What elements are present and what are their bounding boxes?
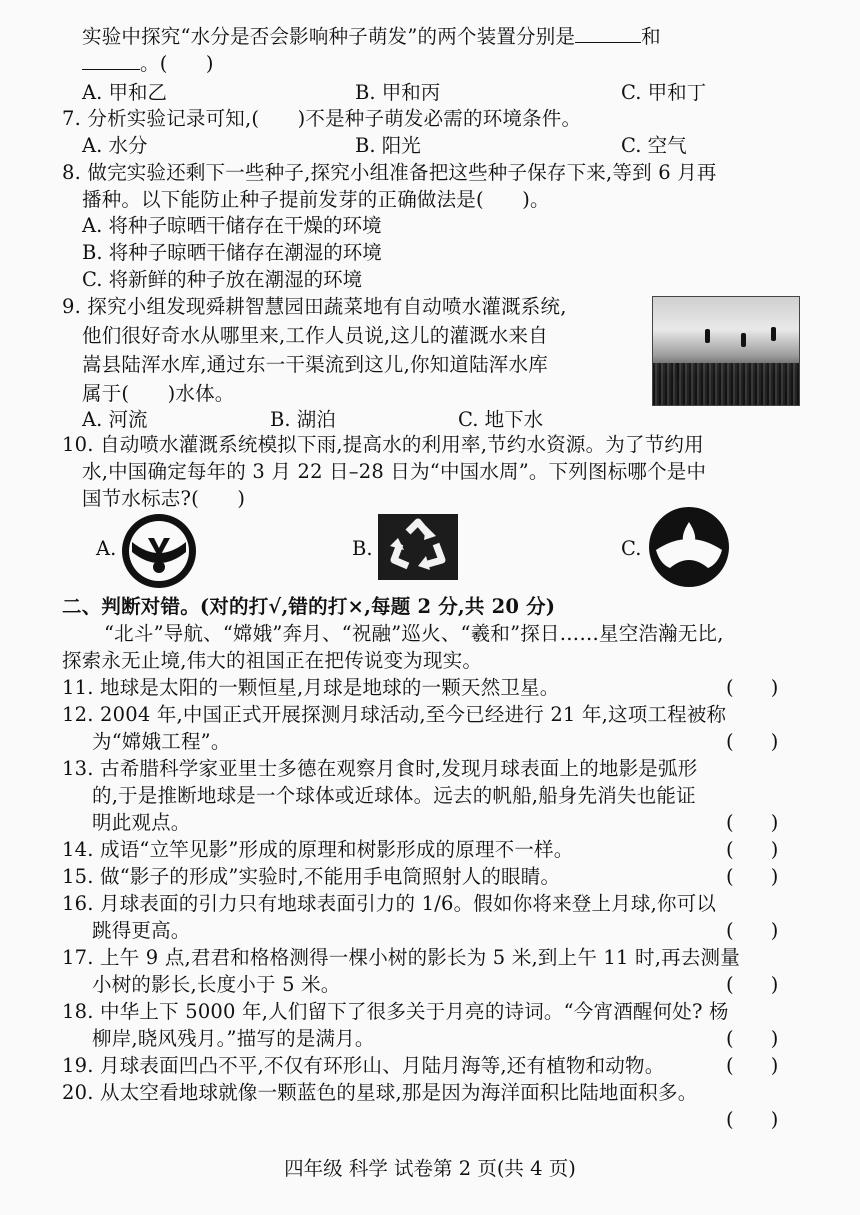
- q15-line1: 15. 做“影子的形成”实验时,不能用手电筒照射人的眼睛。: [62, 865, 561, 888]
- q13-line1: 13. 古希腊科学家亚里士多德在观察月食时,发现月球表面上的地影是弧形: [62, 757, 698, 780]
- answer-blank: [82, 53, 140, 70]
- q19-answer-paren: ( ): [726, 1054, 779, 1077]
- q9-option-b: B. 湖泊: [270, 408, 336, 431]
- q17-answer-paren: ( ): [726, 973, 779, 996]
- q6-line2: [82, 51, 214, 77]
- section2-intro-line1: “北斗”导航、“嫦娥”奔月、“祝融”巡火、“羲和”探日……星空浩瀚无比,: [104, 622, 724, 645]
- q6-line1: [82, 24, 661, 50]
- q8-line2: 播种。以下能防止种子提前发芽的正确做法是( )。: [82, 188, 550, 211]
- q12-answer-paren: ( ): [726, 730, 779, 753]
- q9-line3: 嵩县陆浑水库,通过东一干渠流到这儿,你知道陆浑水库: [82, 353, 548, 376]
- q6-text: 实验中探究“水分是否会影响种子萌发”的两个装置分别是: [82, 25, 576, 48]
- q13-line3: 明此观点。: [92, 811, 191, 834]
- q9-line2: 他们很好奇水从哪里来,工作人员说,这儿的灌溉水来自: [82, 324, 548, 347]
- q10-option-b-label: B.: [352, 537, 373, 560]
- q7-stem: 7. 分析实验记录可知,( )不是种子萌发必需的环境条件。: [62, 107, 582, 130]
- q13-answer-paren: ( ): [726, 811, 779, 834]
- q6-tail: 。( ): [140, 52, 214, 75]
- q11-answer-paren: ( ): [726, 676, 779, 699]
- q6-option-c: C. 甲和丁: [621, 81, 707, 104]
- q9-option-a: A. 河流: [82, 408, 148, 431]
- q19-line1: 19. 月球表面凹凸不平,不仅有环形山、月陆月海等,还有植物和动物。: [62, 1054, 665, 1077]
- q10-option-c-label: C.: [621, 537, 642, 560]
- q20-answer-paren: ( ): [726, 1108, 779, 1131]
- q16-answer-paren: ( ): [726, 919, 779, 942]
- q9-option-c: C. 地下水: [458, 408, 544, 431]
- q11-line1: 11. 地球是太阳的一颗恒星,月球是地球的一颗天然卫星。: [62, 676, 560, 699]
- q16-line2: 跳得更高。: [92, 919, 191, 942]
- q10-line1: 10. 自动喷水灌溉系统模拟下雨,提高水的利用率,节约水资源。为了节约用: [62, 433, 704, 456]
- q20-line1: 20. 从太空看地球就像一颗蓝色的星球,那是因为海洋面积比陆地面积多。: [62, 1081, 698, 1104]
- q13-line2: 的,于是推断地球是一个球体或近球体。远去的帆船,船身先消失也能证: [92, 784, 696, 807]
- q6-option-b: B. 甲和丙: [355, 81, 441, 104]
- q8-option-c: C. 将新鲜的种子放在潮湿的环境: [82, 268, 363, 291]
- page-footer: 四年级 科学 试卷第 2 页(共 4 页): [284, 1157, 576, 1180]
- q12-line1: 12. 2004 年,中国正式开展探测月球活动,至今已经进行 21 年,这项工程被称: [62, 703, 727, 726]
- q18-line1: 18. 中华上下 5000 年,人们留下了很多关于月亮的诗词。“今宵酒醒何处? 杨: [62, 1000, 729, 1023]
- answer-blank: [575, 26, 641, 43]
- logo-a-icon: [120, 512, 198, 590]
- q18-line2: 柳岸,晓风残月。”描写的是满月。: [92, 1027, 375, 1050]
- q8-line1: 8. 做完实验还剩下一些种子,探究小组准备把这些种子保存下来,等到 6 月再: [62, 161, 717, 184]
- recycle-icon: [378, 514, 458, 580]
- q14-answer-paren: ( ): [726, 838, 779, 861]
- q6-and: 和: [641, 25, 661, 48]
- q10-line2: 水,中国确定每年的 3 月 22 日–28 日为“中国水周”。下列图标哪个是中: [82, 460, 707, 483]
- q7-option-b: B. 阳光: [355, 134, 421, 157]
- section2-intro-line2: 探索永无止境,伟大的祖国正在把传说变为现实。: [62, 649, 483, 672]
- section2-heading: 二、判断对错。(对的打√,错的打×,每题 2 分,共 20 分): [62, 595, 556, 618]
- q8-option-b: B. 将种子晾晒干储存在潮湿的环境: [82, 241, 382, 264]
- q17-line1: 17. 上午 9 点,君君和格格测得一棵小树的影长为 5 米,到上午 11 时,再去测量: [62, 946, 740, 969]
- q18-answer-paren: ( ): [726, 1027, 779, 1050]
- q9-line4: 属于( )水体。: [82, 382, 235, 405]
- q7-option-a: A. 水分: [82, 134, 148, 157]
- q16-line1: 16. 月球表面的引力只有地球表面引力的 1/6。假如你将来登上月球,你可以: [62, 892, 717, 915]
- q10-line3: 国节水标志?( ): [82, 487, 246, 510]
- q17-line2: 小树的影长,长度小于 5 米。: [92, 973, 341, 996]
- q7-option-c: C. 空气: [621, 134, 687, 157]
- q6-option-a: A. 甲和乙: [82, 81, 167, 104]
- water-drop-logo-icon: [648, 506, 730, 588]
- q8-option-a: A. 将种子晾晒干储存在干燥的环境: [82, 214, 382, 237]
- q14-line1: 14. 成语“立竿见影”形成的原理和树影形成的原理不一样。: [62, 838, 574, 861]
- irrigation-photo: [652, 296, 800, 406]
- q10-option-a-label: A.: [96, 537, 117, 560]
- q12-line2: 为“嫦娥工程”。: [92, 730, 231, 753]
- q15-answer-paren: ( ): [726, 865, 779, 888]
- q9-line1: 9. 探究小组发现舜耕智慧园田蔬菜地有自动喷水灌溉系统,: [62, 295, 567, 318]
